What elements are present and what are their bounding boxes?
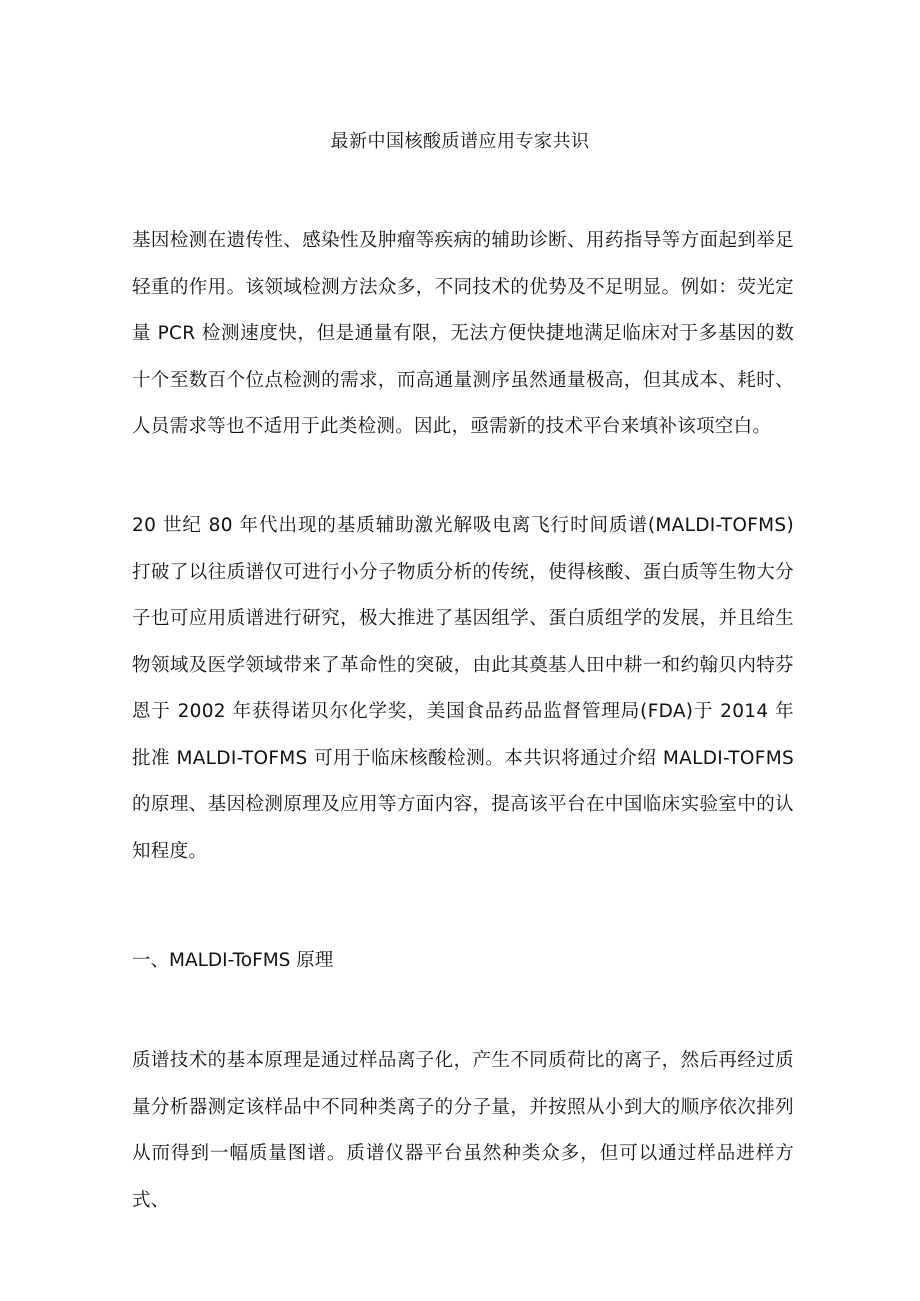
document-title: 最新中国核酸质谱应用专家共识 <box>330 131 590 152</box>
history-paragraph: 20 世纪 80 年代出现的基质辅助激光解吸电离飞行时间质谱(MALDI-TOFMS)打破了以往质谱仅可进行小分子物质分析的传统，使得核酸、蛋白质等生物大分子也可应用质谱进行研究，极大推进了基因组学、蛋白质组学的发展，并且给生物领域及医学领域带来了革命性的突破，由此其奠基人田中耕一和约翰贝内特芬恩于 2002 年获得诺贝尔化学奖，美国食品药品监督管理局(FDA)于 2014 年批准 MALDI-TOFMS 可用于临床核酸检测。本共识将通过介绍 MALDI-TOFMS 的原理、基因检测原理及应用等方面内容，提高该平台在中国临床实验室中的认知程度。 <box>132 515 794 862</box>
intro-paragraph: 基因检测在遗传性、感染性及肿瘤等疾病的辅助诊断、用药指导等方面起到举足轻重的作用。该领域检测方法众多，不同技术的优势及不足明显。例如：荧光定量 PCR 检测速度快，但是通量有限，无法方便快捷地满足临床对于多基因的数十个至数百个位点检测的需求，而高通量测序虽然通量极高，但其成本、耗时、人员需求等也不适用于此类检测。因此，亟需新的技术平台来填补该项空白。 <box>132 230 794 437</box>
principle-paragraph: 质谱技术的基本原理是通过样品离子化，产生不同质荷比的离子，然后再经过质量分析器测定该样品中不同种类离子的分子量，并按照从小到大的顺序依次排列从而得到一幅质量图谱。质谱仪器平台虽然种类众多，但可以通过样品进样方式、 <box>132 1050 794 1211</box>
section-heading: 一、MALDI-ToFMS 原理 <box>132 950 334 971</box>
